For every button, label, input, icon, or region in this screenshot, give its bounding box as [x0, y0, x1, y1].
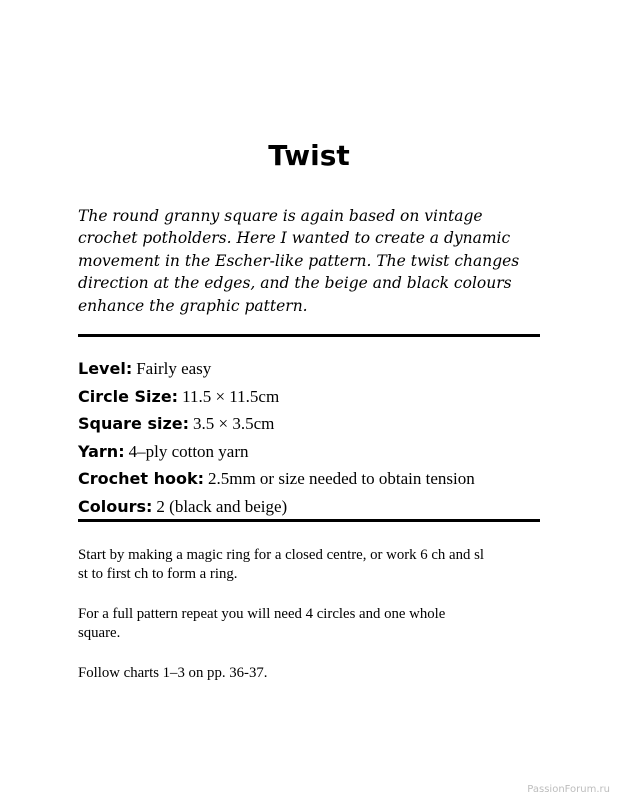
intro-line: crochet potholders. Here I wanted to create a dynamic [78, 229, 511, 248]
spec-label: Crochet hook: [78, 469, 204, 489]
body-line: st to first ch to form a ring. [78, 566, 238, 582]
body-line: Follow charts 1–3 on pp. 36-37. [78, 665, 268, 681]
spec-square-size [78, 410, 548, 438]
spec-label: Yarn: [78, 441, 125, 461]
intro-line: The round granny square is again based on vintage [78, 207, 483, 225]
body-line: Start by making a magic ring for a closed centre, or work 6 ch and sl [78, 547, 484, 563]
divider-top [78, 334, 540, 337]
instructions-paragraph-2 [78, 605, 558, 643]
spec-value: Fairly easy [136, 359, 212, 378]
specs-list [78, 355, 548, 521]
intro-line: movement in the Escher-like pattern. The twist changes [78, 251, 520, 270]
spec-label: Level: [78, 359, 133, 378]
spec-value: 2 (black and beige) [156, 496, 288, 516]
spec-label: Square size: [78, 414, 190, 434]
spec-value: 2.5mm or size needed to obtain tension [207, 469, 475, 489]
divider-bottom [78, 519, 540, 522]
body-line: For a full pattern repeat you will need 4 circles and one whole [78, 606, 446, 622]
spec-crochet-hook [78, 465, 548, 493]
instructions-paragraph-1 [78, 546, 558, 584]
instructions-paragraph-3 [78, 664, 558, 683]
spec-value: 11.5 × 11.5cm [182, 386, 280, 406]
body-line: square. [78, 625, 121, 641]
spec-colours [78, 493, 548, 521]
spec-value: 4–ply cotton yarn [128, 441, 249, 461]
intro-line: enhance the graphic pattern. [78, 296, 308, 315]
spec-value: 3.5 × 3.5cm [193, 414, 275, 434]
spec-label: Circle Size: [78, 386, 179, 406]
spec-circle-size [78, 383, 548, 411]
intro-paragraph [78, 205, 548, 317]
intro-line: direction at the edges, and the beige and black colours [78, 274, 512, 293]
watermark: PassionForum.ru [527, 784, 610, 795]
spec-yarn [78, 438, 548, 466]
spec-label: Colours: [78, 496, 153, 516]
spec-level [78, 355, 548, 383]
page-title: Twist [268, 139, 350, 172]
